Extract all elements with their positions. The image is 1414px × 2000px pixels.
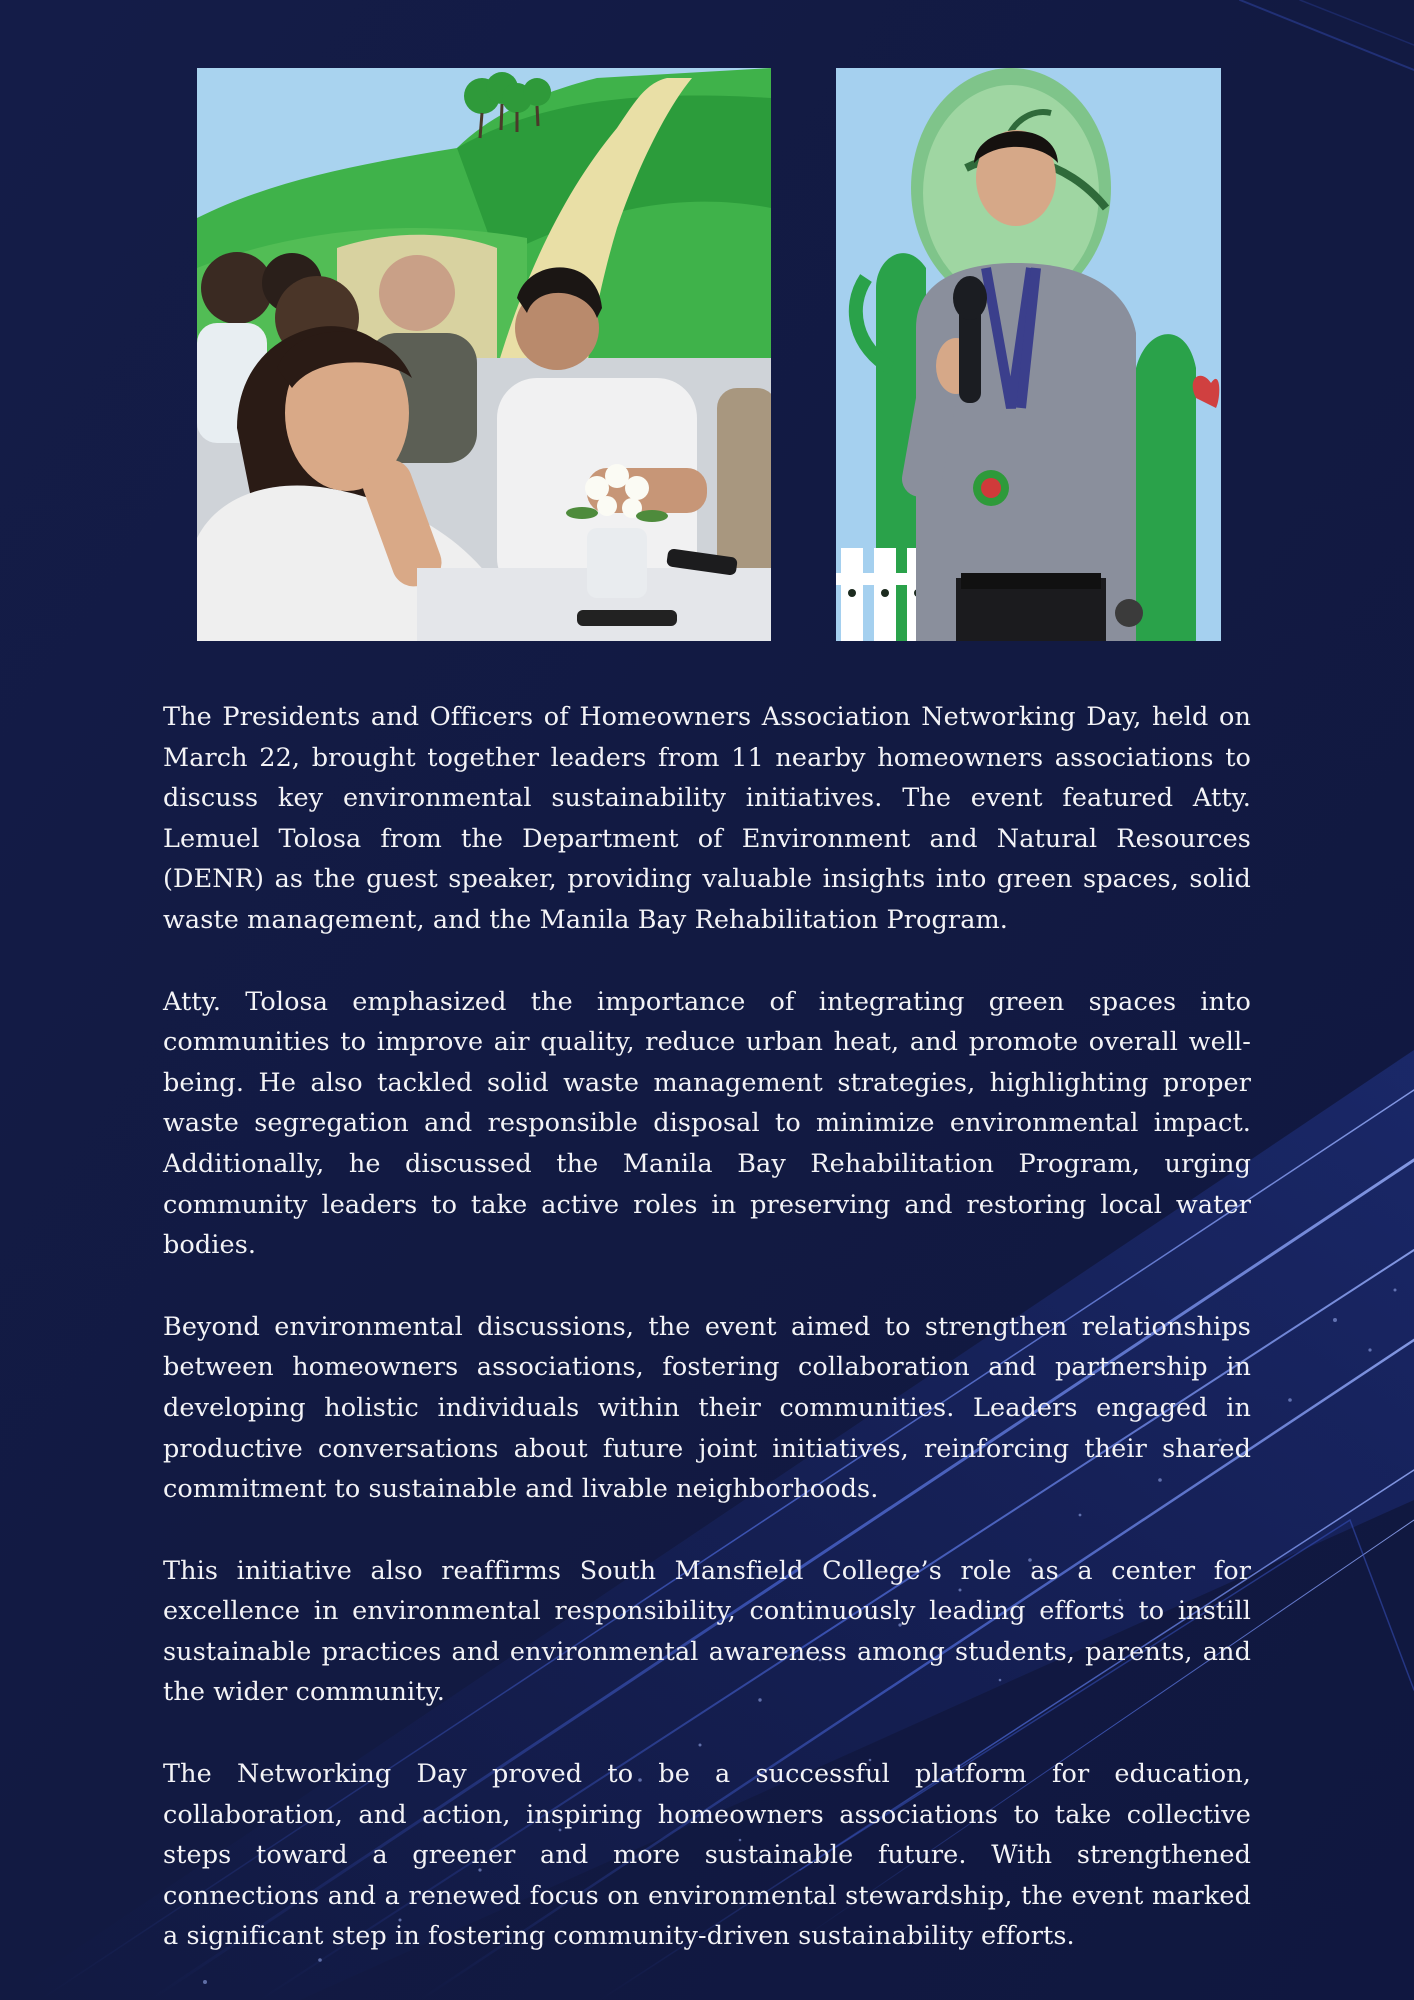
- article-paragraph: The Networking Day proved to be a successful platform for education, collaboration, and action, inspiring homeowners associations to take collective steps toward a greener and more sustainable future. With strengthened connections and a renewed focus on environmental stewardship, the event marked a significant step in fostering community-driven sustainability efforts.: [163, 1759, 1251, 1952]
- article-body: [163, 697, 1251, 1998]
- article-paragraph: This initiative also reaffirms South Mansfield College’s role as a center for excellence in environmental responsibility, continuously leading efforts to instill sustainable practices and environmental awareness among students, parents, and the wider community.: [163, 1555, 1251, 1708]
- speaker-photo: [836, 68, 1221, 641]
- article-paragraph: Atty. Tolosa emphasized the importance of integrating green spaces into communities to improve air quality, reduce urban heat, and promote overall well-being. He also tackled solid waste management strategies, highlighting proper waste segregation and responsible disposal to minimize environmental impact. Additionally, he discussed the Manila Bay Rehabilitation Program, urging community leaders to take active roles in preserving and restoring local water bodies.: [163, 986, 1251, 1261]
- article-paragraph: Beyond environmental discussions, the event aimed to strengthen relationships between homeowners associations, fostering collaboration and partnership in developing holistic individuals within their communities. Leaders engaged in productive conversations about future joint initiatives, reinforcing their shared commitment to sustainable and livable neighborhoods.: [163, 1311, 1251, 1505]
- audience-photo: [197, 68, 771, 641]
- article-paragraph: The Presidents and Officers of Homeowners Association Networking Day, held on March 22, brought together leaders from 11 nearby homeowners associations to discuss key environmental sustainability initiatives. The event featured Atty. Lemuel Tolosa from the Department of Environment and Natural Resources (DENR) as the guest speaker, providing valuable insights into green spaces, solid waste management, and the Manila Bay Rehabilitation Program.: [163, 702, 1251, 935]
